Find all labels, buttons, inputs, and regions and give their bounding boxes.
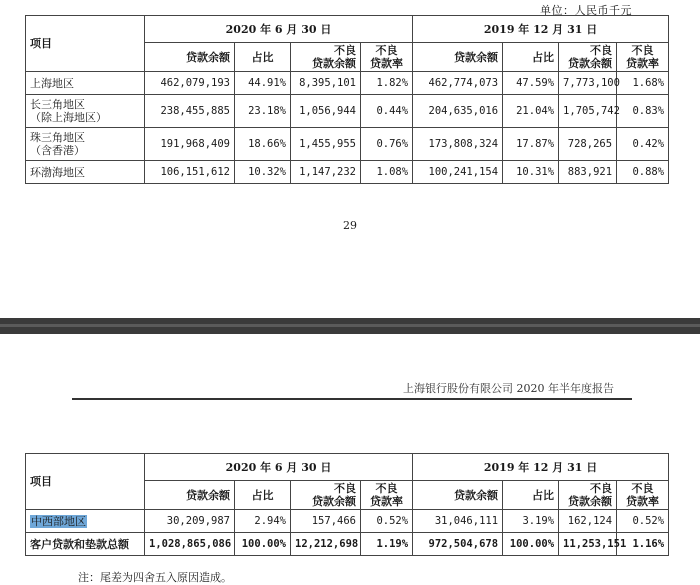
npl-rate-cell: 1.19% [361, 533, 413, 556]
npl-rate-cell: 0.52% [361, 510, 413, 533]
npl-balance-cell: 1,455,955 [291, 128, 361, 161]
loan-balance-header: 贷款余额 [413, 481, 503, 510]
loan-balance-header: 贷款余额 [145, 43, 235, 72]
header-rule [72, 398, 632, 400]
npl-balance-cell: 7,773,100 [559, 72, 617, 95]
loan-balance-cell: 100,241,154 [413, 161, 503, 184]
npl-balance-cell: 162,124 [559, 510, 617, 533]
running-header: 上海银行股份有限公司 2020 年半年度报告 [403, 382, 614, 395]
npl-rate-cell: 1.16% [617, 533, 669, 556]
npl-rate-cell: 0.76% [361, 128, 413, 161]
npl-header-line1: 不良 [590, 44, 613, 57]
npl-rate-header-line1: 不良 [375, 44, 398, 57]
loan-balance-cell: 31,046,111 [413, 510, 503, 533]
region-label [26, 128, 145, 161]
total-row [26, 533, 669, 556]
npl-rate-cell: 1.68% [617, 72, 669, 95]
npl-header-line2: 贷款余额 [568, 495, 613, 508]
npl-rate-cell: 0.42% [617, 128, 669, 161]
total-label: 客户贷款和垫款总额 [26, 533, 145, 556]
region-label-line1: 珠三角地区 [30, 131, 85, 144]
npl-header-line1: 不良 [334, 44, 356, 57]
npl-rate-header-line2: 贷款率 [370, 495, 404, 508]
loan-balance-cell: 238,455,885 [145, 95, 235, 128]
period-header-2020: 2020 年 6 月 30 日 [145, 454, 413, 481]
loan-balance-cell: 191,968,409 [145, 128, 235, 161]
share-header: 占比 [503, 43, 559, 72]
loan-by-region-table-upper [25, 15, 669, 184]
unit-label: 单位：人民币千元 [540, 4, 632, 17]
period-header-2020: 2020 年 6 月 30 日 [145, 16, 413, 43]
npl-rate-header [361, 481, 413, 510]
table-header-row [26, 16, 669, 43]
table-row [26, 72, 669, 95]
npl-rate-header-line1: 不良 [631, 482, 654, 495]
npl-balance-header [291, 43, 361, 72]
region-label-line2: （除上海地区） [30, 111, 107, 124]
loan-balance-cell: 462,079,193 [145, 72, 235, 95]
npl-rate-header [617, 481, 669, 510]
region-label: 上海地区 [26, 72, 145, 95]
share-cell: 21.04% [503, 95, 559, 128]
npl-rate-cell: 0.52% [617, 510, 669, 533]
loan-balance-cell: 1,028,865,086 [145, 533, 235, 556]
share-header: 占比 [235, 43, 291, 72]
table-row [26, 95, 669, 128]
npl-rate-header-line2: 贷款率 [370, 57, 404, 70]
npl-balance-cell: 728,265 [559, 128, 617, 161]
region-label [26, 95, 145, 128]
npl-rate-header-line2: 贷款率 [626, 57, 660, 70]
npl-balance-cell: 1,056,944 [291, 95, 361, 128]
npl-rate-cell: 0.44% [361, 95, 413, 128]
npl-header-line1: 不良 [334, 482, 356, 495]
npl-header-line2: 贷款余额 [312, 57, 356, 70]
npl-rate-header-line2: 贷款率 [626, 495, 660, 508]
footnote: 注：尾差为四舍五入原因造成。 [78, 571, 232, 584]
loan-balance-cell: 462,774,073 [413, 72, 503, 95]
share-cell: 2.94% [235, 510, 291, 533]
loan-by-region-table-lower [25, 453, 669, 556]
table-row [26, 161, 669, 184]
npl-rate-cell: 1.08% [361, 161, 413, 184]
loan-balance-cell: 204,635,016 [413, 95, 503, 128]
npl-balance-cell: 1,705,742 [559, 95, 617, 128]
loan-balance-cell: 173,808,324 [413, 128, 503, 161]
npl-balance-header [291, 481, 361, 510]
item-column-header: 项目 [26, 16, 145, 72]
selected-text-highlight[interactable]: 中西部地区 [31, 514, 86, 528]
share-header: 占比 [235, 481, 291, 510]
npl-rate-cell: 1.82% [361, 72, 413, 95]
npl-rate-header-line1: 不良 [631, 44, 654, 57]
npl-balance-cell: 8,395,101 [291, 72, 361, 95]
npl-balance-cell: 157,466 [291, 510, 361, 533]
table-header-row [26, 454, 669, 481]
share-cell: 44.91% [235, 72, 291, 95]
share-cell: 10.32% [235, 161, 291, 184]
share-cell: 17.87% [503, 128, 559, 161]
loan-balance-cell: 106,151,612 [145, 161, 235, 184]
share-header: 占比 [503, 481, 559, 510]
npl-header-line2: 贷款余额 [312, 495, 356, 508]
period-header-2019: 2019 年 12 月 31 日 [413, 454, 669, 481]
table-row [26, 128, 669, 161]
share-cell: 23.18% [235, 95, 291, 128]
npl-balance-cell: 1,147,232 [291, 161, 361, 184]
region-label-line2: （含香港） [30, 144, 85, 157]
npl-balance-cell: 883,921 [559, 161, 617, 184]
share-cell: 10.31% [503, 161, 559, 184]
npl-balance-header [559, 43, 617, 72]
loan-balance-header: 贷款余额 [145, 481, 235, 510]
share-cell: 18.66% [235, 128, 291, 161]
item-column-header: 项目 [26, 454, 145, 510]
npl-rate-cell: 0.88% [617, 161, 669, 184]
npl-balance-header [559, 481, 617, 510]
share-cell: 100.00% [235, 533, 291, 556]
loan-balance-cell: 30,209,987 [145, 510, 235, 533]
npl-balance-cell: 12,212,698 [291, 533, 361, 556]
period-header-2019: 2019 年 12 月 31 日 [413, 16, 669, 43]
npl-header-line1: 不良 [590, 482, 613, 495]
region-label [26, 510, 145, 533]
share-cell: 3.19% [503, 510, 559, 533]
npl-rate-header-line1: 不良 [375, 482, 398, 495]
loan-balance-cell: 972,504,678 [413, 533, 503, 556]
npl-rate-header [617, 43, 669, 72]
npl-rate-cell: 0.83% [617, 95, 669, 128]
npl-header-line2: 贷款余额 [568, 57, 613, 70]
share-cell: 47.59% [503, 72, 559, 95]
share-cell: 100.00% [503, 533, 559, 556]
region-label: 环渤海地区 [26, 161, 145, 184]
npl-balance-cell: 11,253,151 [559, 533, 617, 556]
region-label-line1: 长三角地区 [30, 98, 85, 111]
loan-balance-header: 贷款余额 [413, 43, 503, 72]
page-number: 29 [343, 219, 357, 232]
report-page-lower [0, 334, 700, 584]
table-row [26, 510, 669, 533]
page-break-divider [0, 318, 700, 334]
npl-rate-header [361, 43, 413, 72]
